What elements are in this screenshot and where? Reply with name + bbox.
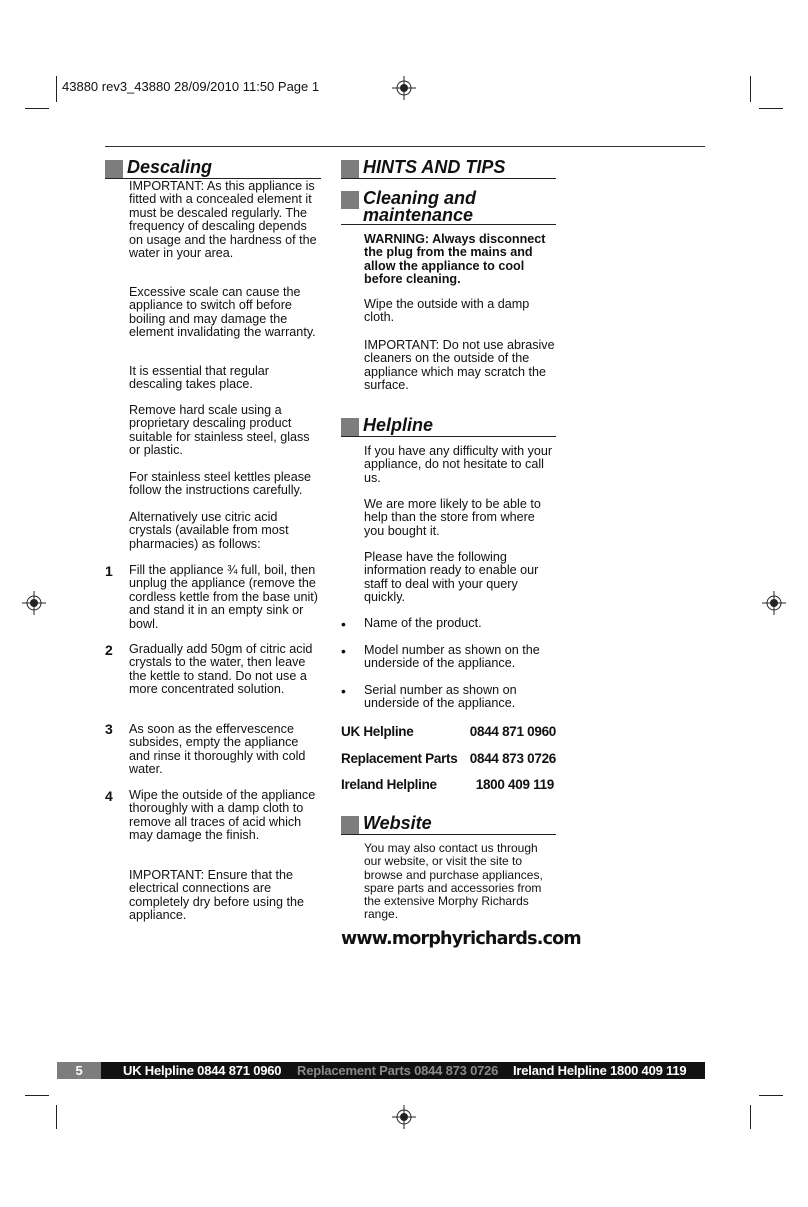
descaling-heading <box>105 158 321 179</box>
footer-bar <box>57 1062 705 1079</box>
page-number: 5 <box>57 1062 101 1079</box>
cleaning-paragraph: Wipe the outside with a damp cloth. <box>364 297 530 325</box>
footer-ireland-helpline: Ireland Helpline 1800 409 119 <box>513 1063 687 1078</box>
helpline-paragraph: If you have any difficulty with your appliance, do not hesitate to call us. <box>364 444 553 485</box>
crop-mark <box>750 76 751 102</box>
hints-title: HINTS AND TIPS <box>363 157 506 177</box>
step-number: 1 <box>105 563 113 579</box>
top-rule <box>105 146 705 147</box>
crop-mark <box>750 1105 751 1129</box>
registration-mark-icon <box>392 76 416 100</box>
crop-mark <box>759 1095 783 1096</box>
footer-uk-helpline: UK Helpline 0844 871 0960 <box>123 1063 282 1078</box>
crop-mark <box>56 1105 57 1129</box>
helpline-number-row <box>341 777 556 792</box>
registration-mark-icon <box>392 1105 416 1129</box>
print-slug: 43880 rev3_43880 28/09/2010 11:50 Page 1 <box>62 79 320 94</box>
section-square-icon <box>341 191 359 209</box>
warning-text: WARNING: Always disconnect the plug from the mains and allow the appliance to cool before cleaning. <box>364 232 546 287</box>
registration-mark-icon <box>22 591 46 615</box>
section-square-icon <box>105 160 123 178</box>
bullet-icon: • <box>341 616 346 632</box>
crop-mark <box>56 76 57 102</box>
website-paragraph: You may also contact us through our website, or visit the site to browse and purchase appliances, spare parts and accessories from the extensive Morphy Richards range. <box>364 841 543 922</box>
cleaning-title <box>363 189 476 224</box>
website-url-link[interactable]: www.morphyrichards.com <box>341 929 581 949</box>
website-title: Website <box>363 813 432 833</box>
cleaning-title-line: Cleaning and <box>363 188 477 208</box>
footer-replacement-parts: Replacement Parts 0844 873 0726 <box>297 1063 499 1078</box>
helpline-title: Helpline <box>363 415 434 435</box>
helpline-label: Replacement Parts <box>341 751 458 766</box>
cleaning-heading <box>341 189 556 225</box>
cleaning-title-line: maintenance <box>363 205 474 225</box>
step-text-part: full, boil, then unplug the appliance (remove the cordless kettle from the base unit) and stand it in an empty sink or bowl. <box>129 563 318 631</box>
descaling-paragraph: Alternatively use citric acid crystals (available from most pharmacies) as follows: <box>129 510 289 551</box>
section-square-icon <box>341 816 359 834</box>
registration-mark-icon <box>762 591 786 615</box>
helpline-bullet: Model number as shown on the underside of the appliance. <box>364 643 540 671</box>
cleaning-paragraph: IMPORTANT: Do not use abrasive cleaners on the outside of the appliance which may scratch the surface. <box>364 338 555 393</box>
descaling-paragraph: IMPORTANT: As this appliance is fitted with a concealed element it must be descaled regularly. The frequency of descaling depends on usage and the hardness of the water in your area. <box>129 179 317 261</box>
crop-mark <box>25 1095 49 1096</box>
descaling-paragraph: For stainless steel kettles please follow the instructions carefully. <box>129 470 311 498</box>
cleaning-warning <box>364 233 557 287</box>
helpline-number-row <box>341 751 556 766</box>
bullet-icon: • <box>341 643 346 659</box>
step-number: 2 <box>105 642 113 658</box>
fraction: ¾ <box>227 563 238 577</box>
descaling-title: Descaling <box>127 157 213 177</box>
helpline-bullet: Serial number as shown on underside of the appliance. <box>364 683 517 711</box>
helpline-paragraph: Please have the following information ready to enable our staff to deal with your query quickly. <box>364 550 539 605</box>
step-number: 3 <box>105 721 113 737</box>
helpline-label: UK Helpline <box>341 724 414 739</box>
helpline-label: Ireland Helpline <box>341 777 437 792</box>
section-square-icon <box>341 418 359 436</box>
step-number: 4 <box>105 788 113 804</box>
descaling-paragraph: Remove hard scale using a proprietary descaling product suitable for stainless steel, glass or plastic. <box>129 403 310 458</box>
helpline-number: 0844 871 0960 <box>469 724 556 739</box>
helpline-number: 0844 873 0726 <box>469 751 556 766</box>
helpline-bullet: Name of the product. <box>364 616 482 630</box>
crop-mark <box>759 108 783 109</box>
descaling-paragraph: Excessive scale can cause the appliance to switch off before boiling and may damage the element invalidating the warranty. <box>129 285 316 340</box>
step-text: Wipe the outside of the appliance thoroughly with a damp cloth to remove all traces of acid which may damage the finish. <box>129 788 316 843</box>
descaling-paragraph: It is essential that regular descaling takes place. <box>129 364 270 392</box>
helpline-number: 1800 409 119 <box>475 777 554 792</box>
crop-mark <box>25 108 49 109</box>
hints-heading <box>341 158 556 179</box>
section-square-icon <box>341 160 359 178</box>
helpline-number-row <box>341 724 556 739</box>
helpline-heading <box>341 416 556 437</box>
step-text-part: Fill the appliance <box>129 563 228 577</box>
descaling-paragraph: IMPORTANT: Ensure that the electrical connections are completely dry before using the appliance. <box>129 868 305 923</box>
website-heading <box>341 814 556 835</box>
step-text: As soon as the effervescence subsides, empty the appliance and rinse it thoroughly with cold water. <box>129 722 306 777</box>
step-text: Gradually add 50gm of citric acid crystals to the water, then leave the kettle to stand. Do not use a more concentrated solution. <box>129 642 313 697</box>
step-text <box>129 564 321 631</box>
helpline-paragraph: We are more likely to be able to help than the store from where you bought it. <box>364 497 541 538</box>
bullet-icon: • <box>341 683 346 699</box>
